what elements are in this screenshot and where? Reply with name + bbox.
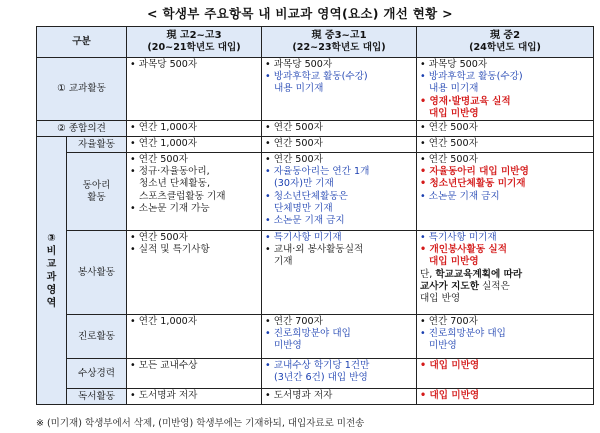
cell-career-c1: • 연간 1,000자 (127, 315, 262, 359)
row-label-awards: 수상경력 (67, 359, 127, 389)
header-col2: 現 중3~고1 (22~23학년도 대입) (262, 27, 417, 58)
row-label-autonomous: 자율활동 (67, 137, 127, 153)
row-label-extracurricular: ③비교과영역 (37, 137, 67, 405)
table-header-row (37, 27, 594, 58)
row-reading (37, 389, 594, 405)
cell-volunteer-c1: • 연간 500자 • 실적 및 특기사항 (127, 231, 262, 315)
cell-career-c3: • 연간 700자 • 진로희망분야 대입 미반영 (417, 315, 594, 359)
cell-career-c2: • 연간 700자 • 진로희망분야 대입 미반영 (262, 315, 417, 359)
cell-volunteer-c2: • 특기사항 미기재 • 교내·외 봉사활동실적 기재 (262, 231, 417, 315)
row-awards (37, 359, 594, 389)
row-label-volunteer: 봉사활동 (67, 231, 127, 315)
cell-reading-c3: • 대입 미반영 (417, 389, 594, 405)
cell-awards-c3: • 대입 미반영 (417, 359, 594, 389)
row-label-reading: 독서활동 (67, 389, 127, 405)
header-category: 구분 (37, 27, 127, 58)
cell-curricular-c2: • 과목당 500자 • 방과후학교 활동(수강) 내용 미기재 (262, 58, 417, 121)
cell-autonomous-c2: • 연간 500자 (262, 137, 417, 153)
cell-volunteer-c3: • 특기사항 미기재 • 개인봉사활동 실적 대입 미반영 단, 학교교육계획에 따라 교사가 지도한 실적은 대입 반영 (417, 231, 594, 315)
header-col1: 現 고2~고3 (20~21학년도 대입) (127, 27, 262, 58)
row-label-curricular: ① 교과활동 (37, 58, 127, 121)
row-label-opinion: ② 종합의견 (37, 121, 127, 137)
row-opinion (37, 121, 594, 137)
page-title: < 학생부 주요항목 내 비교과 영역(요소) 개선 현황 > (147, 6, 453, 21)
cell-awards-c2: • 교내수상 학기당 1건만 (3년간 6건) 대입 반영 (262, 359, 417, 389)
row-curricular (37, 58, 594, 121)
cell-opinion-c3: • 연간 500자 (417, 121, 594, 137)
cell-autonomous-c1: • 연간 1,000자 (127, 137, 262, 153)
cell-autonomous-c3: • 연간 500자 (417, 137, 594, 153)
row-label-career: 진로활동 (67, 315, 127, 359)
cell-reading-c2: • 도서명과 저자 (262, 389, 417, 405)
cell-curricular-c1: • 과목당 500자 (127, 58, 262, 121)
row-autonomous (37, 137, 594, 153)
cell-club-c1: • 연간 500자 • 정규·자율동아리, 청소년 단체활동, 스포츠클럽활동 기재 • 소논문 기재 가능 (127, 153, 262, 231)
comparison-table (36, 26, 594, 405)
cell-opinion-c1: • 연간 1,000자 (127, 121, 262, 137)
row-career (37, 315, 594, 359)
cell-club-c3: • 연간 500자 • 자율동아리 대입 미반영 • 청소년단체활동 미기재 • 소논문 기재 금지 (417, 153, 594, 231)
cell-reading-c1: • 도서명과 저자 (127, 389, 262, 405)
row-label-club: 동아리 활동 (67, 153, 127, 231)
row-club (37, 153, 594, 231)
cell-curricular-c3: • 과목당 500자 • 방과후학교 활동(수강) 내용 미기재 • 영재·발명교육 실적 대입 미반영 (417, 58, 594, 121)
header-col3: 現 중2 (24학년도 대입) (417, 27, 594, 58)
row-volunteer (37, 231, 594, 315)
cell-opinion-c2: • 연간 500자 (262, 121, 417, 137)
footnote: ※ (미기재) 학생부에서 삭제, (미반영) 학생부에는 기재하되, 대입자료로 미전송 (36, 418, 365, 429)
cell-club-c2: • 연간 500자 • 자율동아리는 연간 1개 (30자)만 기재 • 청소년단체활동은 단체명만 기재 • 소논문 기재 금지 (262, 153, 417, 231)
cell-awards-c1: • 모든 교내수상 (127, 359, 262, 389)
